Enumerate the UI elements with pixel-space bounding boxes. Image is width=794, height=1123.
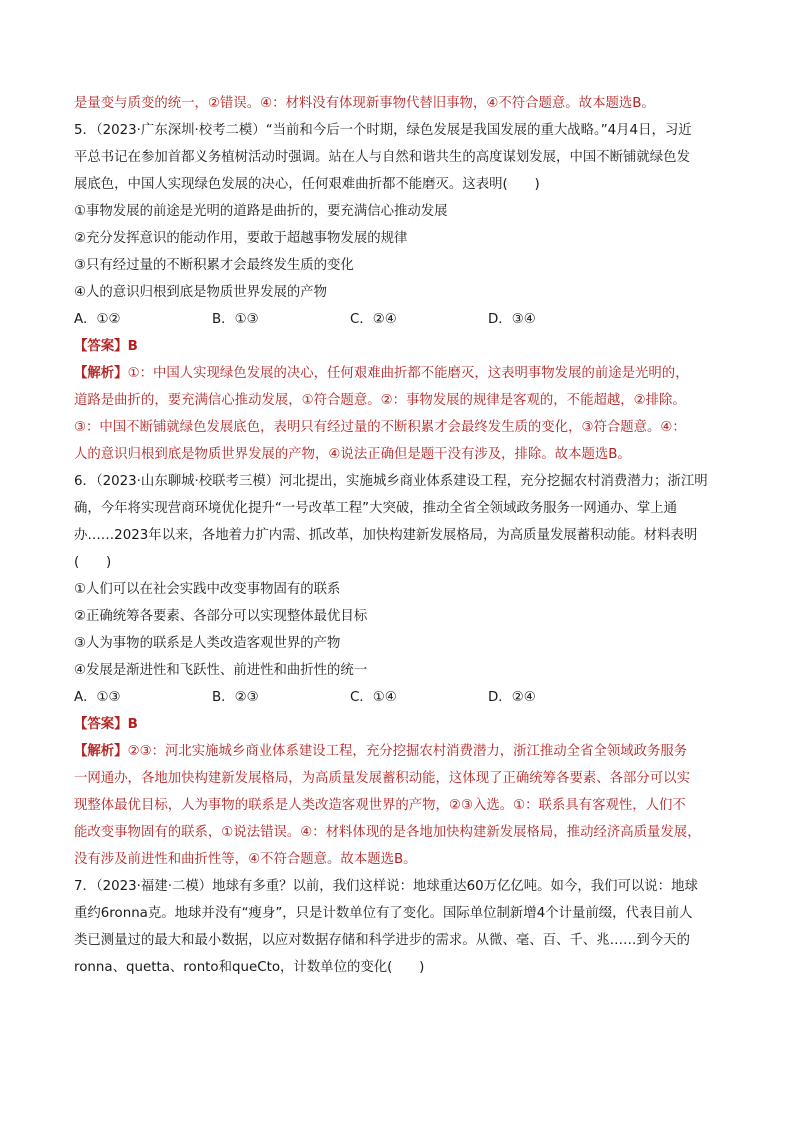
q6-choice-c: C．①④	[350, 690, 397, 705]
q5-choices	[74, 306, 734, 333]
q5-choice-c: C．②④	[350, 312, 397, 327]
q5-answer-value: B	[127, 339, 138, 354]
q6-explain-line: 没有涉及前进性和曲折性等，④不符合题意。故本题选B。	[74, 852, 417, 867]
q5-stem-line: 展底色，中国人实现绿色发展的决心，任何艰难曲折都不能磨灭。这表明( )	[74, 177, 540, 192]
q6-choice-d: D．②④	[488, 690, 536, 705]
q6-explain-line	[74, 738, 734, 765]
q6-option-1: ①人们可以在社会实践中改变事物固有的联系	[74, 582, 341, 597]
q6-explain-line: 现整体最优目标，人为事物的联系是人类改造客观世界的产物，②③入选。①：联系具有客观性，人们不	[74, 798, 686, 813]
q7-stem-line: 7．（2023·福建·二模）地球有多重？以前，我们这样说：地球重达60万亿亿吨。如今，我们可以说：地球	[74, 879, 698, 894]
q6-explain-line: 能改变事物固有的联系，①说法错误。④：材料体现的是各地加快构建新发展格局，推动经济高质量发展，	[74, 825, 701, 840]
q5-explain-text: ①：中国人实现绿色发展的决心，任何艰难曲折都不能磨灭，这表明事物发展的前途是光明的，	[127, 366, 689, 381]
q6-stem-line: 确，今年将实现营商环境优化提升“一号改革工程”大突破，推动全省全领域政务服务一网通办、掌上通	[74, 501, 678, 516]
q6-answer-label: 【答案】	[74, 717, 128, 732]
q7-stem-line: ronna、quetta、ronto和queCto，计数单位的变化( )	[74, 960, 425, 975]
q6-option-4: ④发展是渐进性和飞跃性、前进性和曲折性的统一	[74, 663, 368, 678]
q5-stem-line: 平总书记在参加首都义务植树活动时强调。站在人与自然和谐共生的高度谋划发展，中国不断铺就绿色发	[74, 150, 690, 165]
q5-answer-label: 【答案】	[74, 339, 128, 354]
q5-choice-a: A．①②	[74, 312, 121, 327]
q6-answer-value: B	[127, 717, 138, 732]
q6-choice-b: B．②③	[212, 690, 259, 705]
q5-option-3: ③只有经过量的不断积累才会最终发生质的变化	[74, 258, 354, 273]
q5-choice-d: D．③④	[488, 312, 536, 327]
q6-stem-line: 办……2023年以来，各地着力扩内需、抓改革，加快构建新发展格局，为高质量发展蓄积动能。材料表明	[74, 528, 698, 543]
q5-explain-line: 道路是曲折的，要充满信心推动发展，①符合题意。②：事物发展的规律是客观的，不能超越，②排除。	[74, 393, 686, 408]
q5-choice-b: B．①③	[212, 312, 259, 327]
q6-choices	[74, 684, 734, 711]
q6-answer	[74, 711, 734, 738]
q5-explain-line: 人的意识归根到底是物质世界发展的产物，④说法正确但是题干没有涉及，排除。故本题选B。	[74, 447, 631, 462]
q5-option-1: ①事物发展的前途是光明的道路是曲折的，要充满信心推动发展	[74, 204, 448, 219]
q6-choice-a: A．①③	[74, 690, 121, 705]
question-7	[74, 873, 734, 981]
q6-explain-text: ②③：河北实施城乡商业体系建设工程，充分挖掘农村消费潜力，浙江推动全省全领域政务服务	[127, 744, 688, 759]
q6-explain-label: 【解析】	[74, 744, 128, 759]
q6-option-2: ②正确统筹各要素、各部分可以实现整体最优目标	[74, 609, 368, 624]
q5-explain-label: 【解析】	[74, 366, 128, 381]
q6-option-3: ③人为事物的联系是人类改造客观世界的产物	[74, 636, 341, 651]
q5-explain-line: ③：中国不断铺就绿色发展底色，表明只有经过量的不断积累才会最终发生质的变化，③符合题意。④：	[74, 420, 686, 435]
q5-explain-line	[74, 360, 734, 387]
q4-explain-end: 是量变与质变的统一，②错误。④：材料没有体现新事物代替旧事物，④不符合题意。故本题选B。	[74, 96, 655, 111]
q5-option-2: ②充分发挥意识的能动作用，要敢于超越事物发展的规律	[74, 231, 408, 246]
q6-stem-line: ( )	[74, 555, 112, 570]
question-5	[74, 117, 734, 468]
question-6	[74, 468, 734, 873]
q5-answer	[74, 333, 734, 360]
q5-option-4: ④人的意识归根到底是物质世界发展的产物	[74, 285, 328, 300]
q5-stem-line: 5．（2023·广东深圳·校考二模）“当前和今后一个时期，绿色发展是我国发展的重大战略。”4月4日，习近	[74, 123, 692, 138]
q7-stem-line: 类已测量过的最大和最小数据，以应对数据存储和科学进步的需求。从微、毫、百、千、兆……到今天的	[74, 933, 690, 948]
document-content	[74, 90, 734, 981]
q6-explain-line: 一网通办，各地加快构建新发展格局，为高质量发展蓄积动能，这体现了正确统筹各要素、各部分可以实	[74, 771, 690, 786]
q7-stem-line: 重约6ronna克。地球并没有“瘦身”，只是计数单位有了变化。国际单位制新增4个计量前缀，代表目前人	[74, 906, 693, 921]
q6-stem-line: 6．（2023·山东聊城·校联考三模）河北提出，实施城乡商业体系建设工程，充分挖掘农村消费潜力；浙江明	[74, 474, 708, 489]
